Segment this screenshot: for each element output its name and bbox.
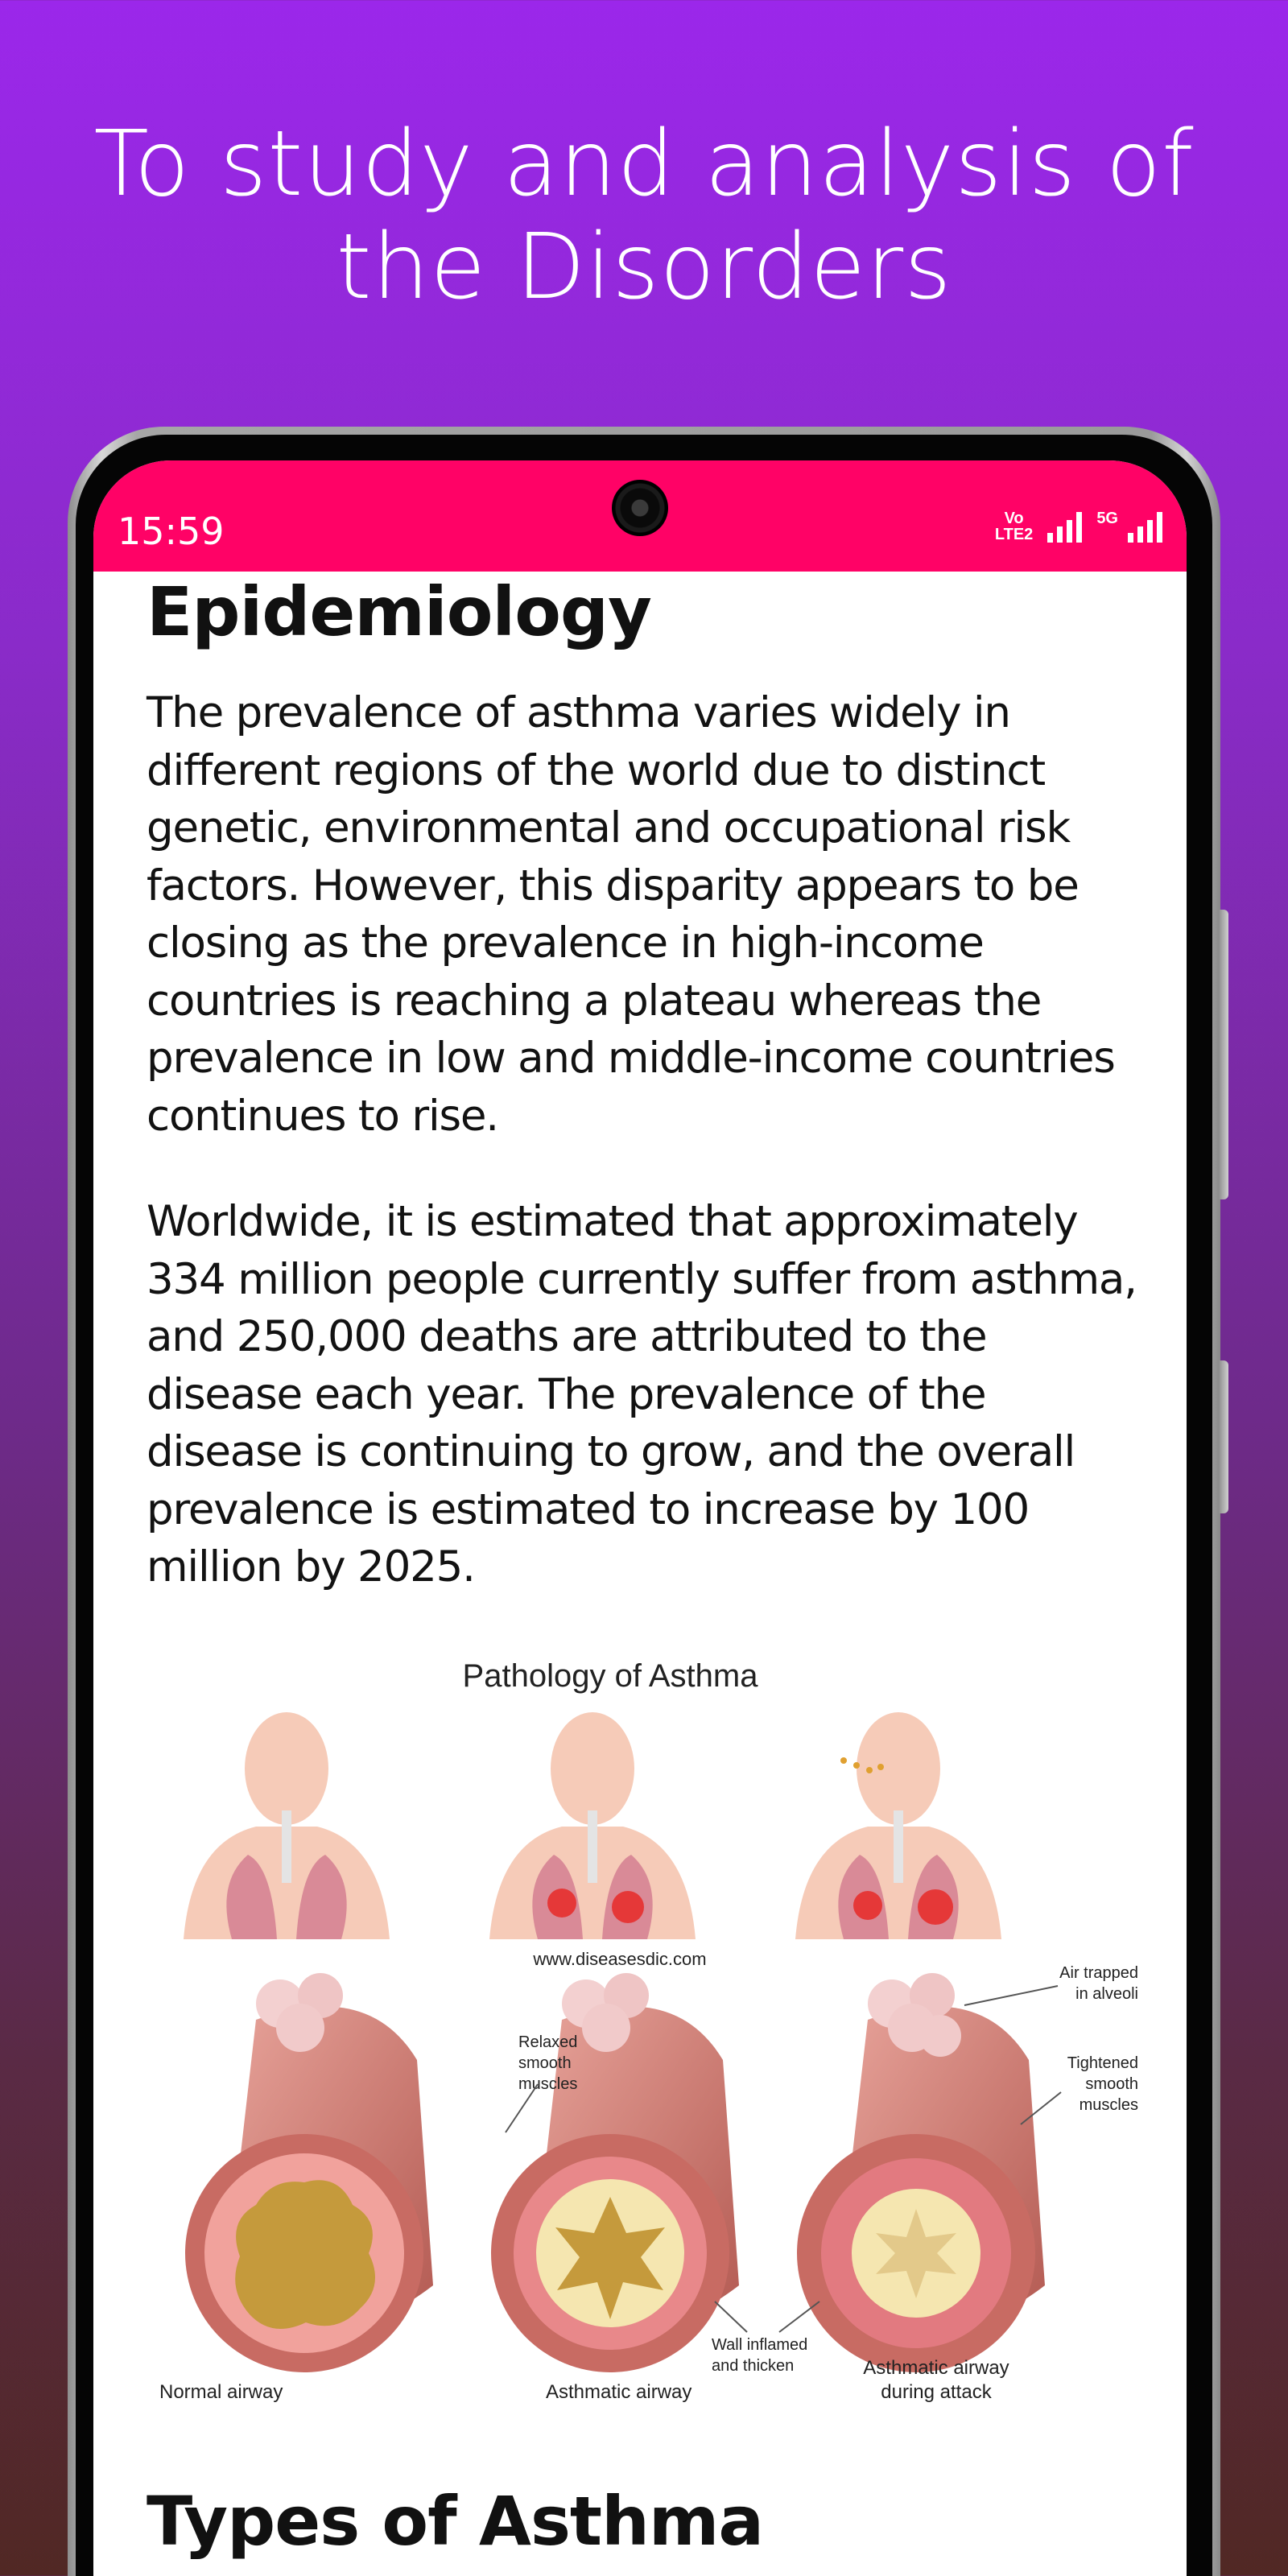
svg-text:Air trapped: Air trapped — [1059, 1963, 1138, 1982]
paragraph-prevalence: The prevalence of asthma varies widely in different regions of the world due to distinct genetic, environmental and occupational risk factors. However, this disparity appears to be closing as the prevalence in high-income countries is reaching a plateau whereas the prevalence in low and middle-income countries continues to rise. — [147, 688, 1115, 1141]
network-type-label: 5G — [1096, 510, 1118, 527]
airway-attack — [797, 1973, 1045, 2372]
svg-text:and thicken: and thicken — [712, 2356, 795, 2375]
svg-text:muscles: muscles — [1079, 2095, 1138, 2114]
svg-text:Tightened: Tightened — [1067, 2054, 1138, 2072]
svg-text:smooth: smooth — [518, 2054, 572, 2072]
app-screen — [93, 460, 1187, 2576]
caption-attack-line2: during attack — [881, 2380, 992, 2403]
svg-text:Wall inflamed: Wall inflamed — [712, 2335, 808, 2354]
figure-watermark: www.diseasesdic.com — [533, 1948, 707, 1969]
airway-normal — [185, 1973, 433, 2372]
torso-attack — [795, 1712, 1001, 1939]
torso-normal — [184, 1712, 390, 1939]
promo-title-line2: the Disorders — [336, 215, 952, 320]
volume-button — [1219, 910, 1228, 1199]
pathology-figure — [127, 1641, 1143, 2406]
caption-asthmatic-airway: Asthmatic airway — [546, 2380, 692, 2403]
caption-attack-line1: Asthmatic airway — [863, 2356, 1009, 2379]
paragraph-worldwide: Worldwide, it is estimated that approximately 334 million people currently suffer from asthma, and 250,000 deaths are attributed to the disease each year. The prevalence of the disease is continuing to grow, and the overall prevalence is estimated to increase by 100 million by 2025. — [147, 1197, 1137, 1591]
front-camera-icon — [612, 480, 668, 536]
label-air-trapped — [964, 1964, 1138, 2005]
status-time: 15:59 — [118, 510, 225, 553]
label-tightened-muscles — [1021, 2054, 1138, 2124]
pathology-illustration — [127, 1641, 1143, 2406]
signal-strength-5g-icon — [1128, 510, 1162, 543]
heading-epidemiology: Epidemiology — [147, 572, 651, 651]
heading-types-of-asthma: Types of Asthma — [147, 2482, 764, 2561]
signal-strength-icon — [1047, 510, 1082, 543]
caption-normal-airway: Normal airway — [159, 2380, 283, 2403]
power-button — [1219, 1360, 1228, 1513]
promo-title-line1: To study and analysis of — [93, 112, 1195, 217]
promo-title — [0, 113, 1288, 319]
svg-text:smooth: smooth — [1085, 2074, 1138, 2093]
status-icons — [995, 510, 1162, 543]
svg-text:Relaxed: Relaxed — [518, 2033, 578, 2051]
figure-title: Pathology of Asthma — [462, 1657, 758, 1694]
status-bar — [93, 460, 1187, 572]
article-content — [147, 572, 1137, 2406]
svg-text:in alveoli: in alveoli — [1075, 1984, 1138, 2003]
svg-text:muscles: muscles — [518, 2074, 578, 2093]
label-wall-inflamed — [712, 2301, 819, 2375]
torso-asthmatic — [489, 1712, 696, 1939]
volte-icon: Vo LTE2 — [994, 510, 1034, 543]
